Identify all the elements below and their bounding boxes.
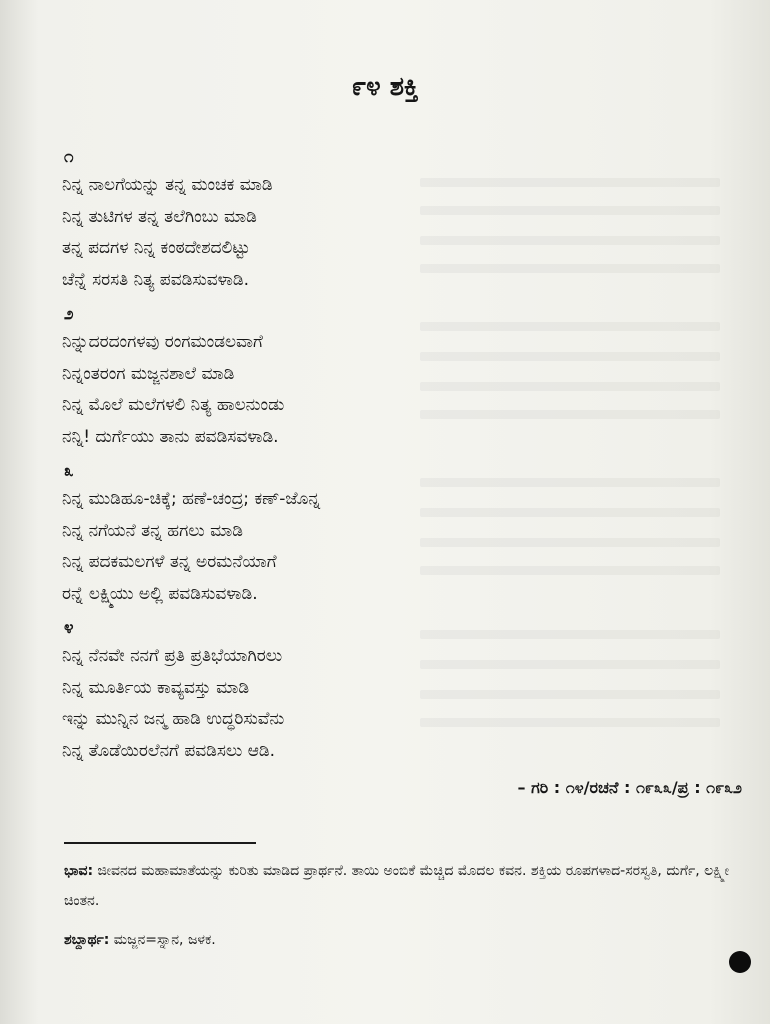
glossary-text: ಮಜ್ಜನ=ಸ್ನಾನ, ಜಳಕ. (109, 932, 216, 948)
poem-line: ನಿನ್ನ ನೆನವೇ ನನಗೆ ಪ್ರತಿ ಪ್ರತಿಭೆಯಾಗಿರಲು (62, 646, 283, 666)
poem-line: ನಿನ್ನಂತರಂಗ ಮಜ್ಜನಶಾಲೆ ಮಾಡಿ (62, 363, 235, 384)
poem-line: ನಿನ್ನ ತೊಡೆಯಿರಲೆನಗೆ ಪವಡಿಸಲು ಆಡಿ. (62, 740, 276, 761)
stanza-number: ೪ (64, 618, 74, 638)
poem-line: ನಿನ್ನ ಮೊಲೆ ಮಲೆಗಳಲಿ ನಿತ್ಯ ಹಾಲನುಂಡು (62, 395, 285, 415)
stanza (62, 456, 532, 610)
poem-line: ರನ್ನೆ ಲಕ್ಷ್ಮಿಯು ಅಲ್ಲಿ ಪವಡಿಸುವಳಾಡಿ. (62, 583, 258, 604)
bhava-label: ಭಾವ: (64, 863, 94, 879)
poem-line: ನಿನ್ನ ಮೂರ್ತಿಯ ಕಾವ್ಯವಸ್ತು ಮಾಡಿ (62, 677, 250, 698)
stanza-number: ೩ (64, 461, 74, 481)
footnote-rule (64, 842, 256, 844)
stanza-number: ೨ (64, 304, 74, 324)
poem-line: ಇನ್ನು ಮುನ್ನಿನ ಜನ್ಮ ಹಾಡಿ ಉದ್ಧರಿಸುವೆನು (62, 709, 285, 729)
glossary-note (64, 932, 216, 948)
poem-line: ನಿನ್ನ ಮುಡಿಹೂ-ಚಿಕ್ಕೆ; ಹಣೆ-ಚಂದ್ರ; ಕಣ್-ಜೊನ್ನ (62, 489, 321, 509)
poem-line: ನಿನ್ನ ನಾಲಗೆಯನ್ನು ತನ್ನ ಮಂಚಕ ಮಾಡಿ (62, 175, 273, 195)
ink-dot (729, 951, 751, 973)
poem-title: ೯೪ ಶಕ್ತಿ (351, 72, 419, 102)
poem-line: ನಿನ್ನ ನಗೆಯನೆ ತನ್ನ ಹಗಲು ಮಾಡಿ (62, 520, 243, 541)
stanza (62, 613, 532, 767)
poem-body (62, 142, 532, 770)
poem-line: ನನ್ನಿ! ದುರ್ಗೆಯು ತಾನು ಪವಡಿಸವಳಾಡಿ. (62, 426, 279, 447)
bhava-note (64, 856, 754, 916)
poem-line: ನಿನ್ನ ಪದಕಮಲಗಳೆ ತನ್ನ ಅರಮನೆಯಾಗೆ (62, 552, 277, 572)
publication-citation: – ಗರಿ : ೧೪/ರಚನೆ : ೧೯೩೩/ಪ್ರ : ೧೯೩೨ (517, 778, 742, 797)
poem-line: ನಿನ್ನುದರದಂಗಳವು ರಂಗಮಂಡಲವಾಗೆ (62, 332, 263, 352)
stanza-number: ೧ (64, 147, 74, 167)
stanza (62, 142, 532, 296)
poem-line: ತನ್ನ ಪದಗಳ ನಿನ್ನ ಕಂಠದೇಶದಲಿಟ್ಟು (62, 238, 251, 258)
glossary-label: ಶಬ್ದಾರ್ಥ: (64, 932, 110, 948)
bhava-text: ಜೀವನದ ಮಹಾಮಾತೆಯನ್ನು ಕುರಿತು ಮಾಡಿದ ಪ್ರಾರ್ಥನೆ. ತಾಯಿ ಅಂಬಿಕೆ ಮೆಚ್ಚಿದ ಮೊದಲ ಕವನ. ಶಕ್ತಿಯ ರೂಪಗಳಾದ-ಸರಸ್ವತಿ, ದುರ್ಗೆ, ಲಕ್ಷ್ಮೀ ಚಿಂತನ. (64, 863, 730, 909)
poem-line: ನಿನ್ನ ತುಟಿಗಳ ತನ್ನ ತಲೆಗಿಂಬು ಮಾಡಿ (62, 206, 257, 227)
poem-line: ಚೆನ್ನೆ ಸರಸತಿ ನಿತ್ಯ ಪವಡಿಸುವಳಾಡಿ. (62, 269, 250, 290)
stanza (62, 299, 532, 453)
